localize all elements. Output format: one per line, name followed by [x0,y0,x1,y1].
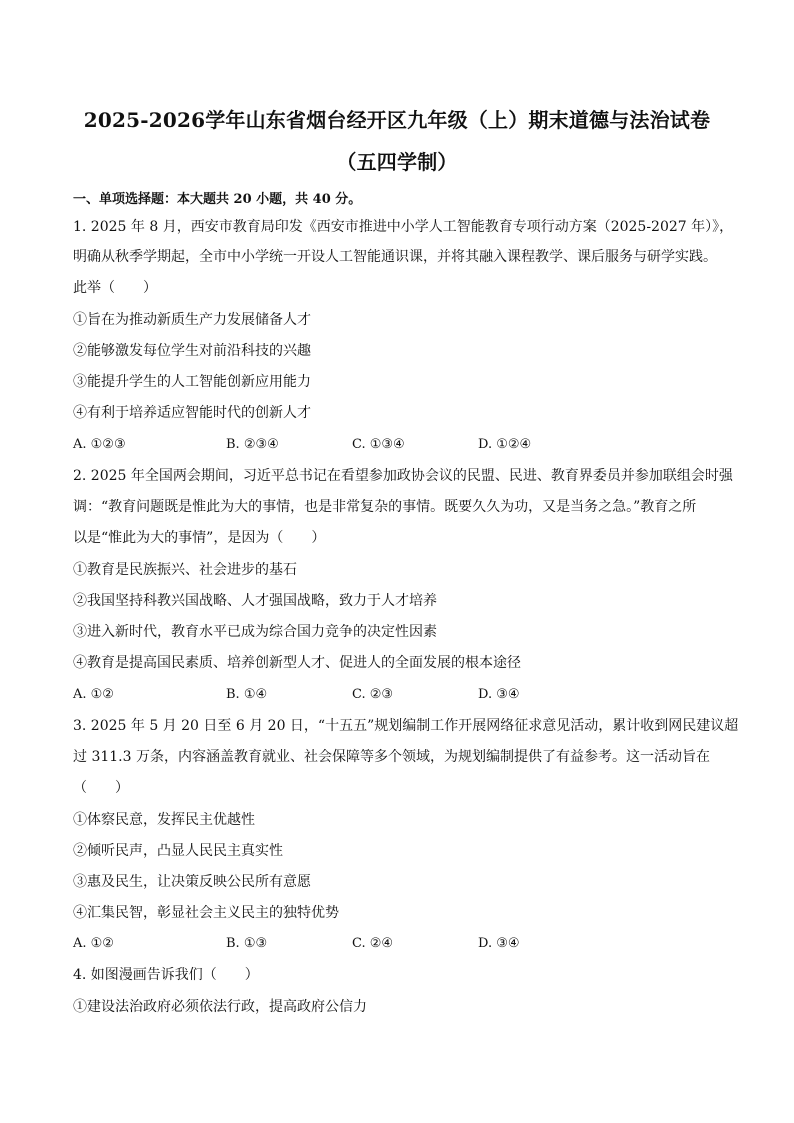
question-2-option-c: C. ②③ [352,687,394,702]
section-heading: 一、单项选择题：本大题共 20 小题，共 40 分。 [73,192,362,207]
question-3-option-a: A. ①② [73,936,114,951]
question-2-statement-3: ③进入新时代，教育水平已成为综合国力竞争的决定性因素 [73,624,437,640]
question-1-line-2: 明确从秋季学期起，全市中小学统一开设人工智能通识课，并将其融入课程教学、课后服务与研学实践。 [73,249,717,265]
question-3-statement-4: ④汇集民智，彰显社会主义民主的独特优势 [73,905,339,921]
question-3-option-d: D. ③④ [478,936,520,951]
question-1-statement-4: ④有利于培养适应智能时代的创新人才 [73,405,311,421]
question-1-statement-2: ②能够激发每位学生对前沿科技的兴趣 [73,343,311,359]
question-3-statement-2: ②倾听民声，凸显人民民主真实性 [73,843,283,859]
exam-title: 2025-2026学年山东省烟台经开区九年级（上）期末道德与法治试卷 [83,108,711,132]
question-4-line-1: 4. 如图漫画告诉我们（ ） [73,967,259,983]
question-3-line-2: 过 311.3 万条，内容涵盖教育就业、社会保障等多个领域，为规划编制提供了有益参考。这一活动旨在 [73,749,710,765]
question-3-option-c: C. ②④ [352,936,394,951]
question-3-line-1: 3. 2025 年 5 月 20 日至 6 月 20 日，“十五五”规划编制工作开展网络征求意见活动，累计收到网民建议超 [73,718,739,734]
question-2-statement-2: ②我国坚持科教兴国战略、人才强国战略，致力于人才培养 [73,593,437,609]
question-2-option-a: A. ①② [73,687,114,702]
question-3-line-3: （ ） [73,780,129,796]
question-2-statement-1: ①教育是民族振兴、社会进步的基石 [73,562,297,578]
question-3-statement-1: ①体察民意，发挥民主优越性 [73,812,255,828]
question-1-statement-1: ①旨在为推动新质生产力发展储备人才 [73,312,311,328]
exam-subtitle: （五四学制） [336,150,458,174]
question-1-line-1: 1. 2025 年 8 月，西安市教育局印发《西安市推进中小学人工智能教育专项行动方案（2025-2027 年）》， [73,219,734,235]
question-1-option-b: B. ②③④ [226,437,279,452]
question-2-statement-4: ④教育是提高国民素质、培养创新型人才、促进人的全面发展的根本途径 [73,655,521,671]
question-2-option-b: B. ①④ [226,687,268,702]
question-1-option-c: C. ①③④ [352,437,405,452]
question-4-statement-1: ①建设法治政府必须依法行政，提高政府公信力 [73,999,367,1015]
question-2-line-3: 以是“惟此为大的事情”，是因为（ ） [73,530,326,546]
question-1-line-3: 此举（ ） [73,280,157,296]
question-3-statement-3: ③惠及民生，让决策反映公民所有意愿 [73,874,311,890]
question-2-line-1: 2. 2025 年全国两会期间，习近平总书记在看望参加政协会议的民盟、民进、教育界委员并参加联组会时强 [73,468,733,484]
question-2-line-2: 调：“教育问题既是惟此为大的事情，也是非常复杂的事情。既要久久为功，又是当务之急。”教育之所 [73,499,697,515]
question-3-option-b: B. ①③ [226,936,268,951]
question-2-option-d: D. ③④ [478,687,520,702]
question-1-option-d: D. ①②④ [478,437,532,452]
question-1-option-a: A. ①②③ [73,437,126,452]
question-1-statement-3: ③能提升学生的人工智能创新应用能力 [73,374,311,390]
